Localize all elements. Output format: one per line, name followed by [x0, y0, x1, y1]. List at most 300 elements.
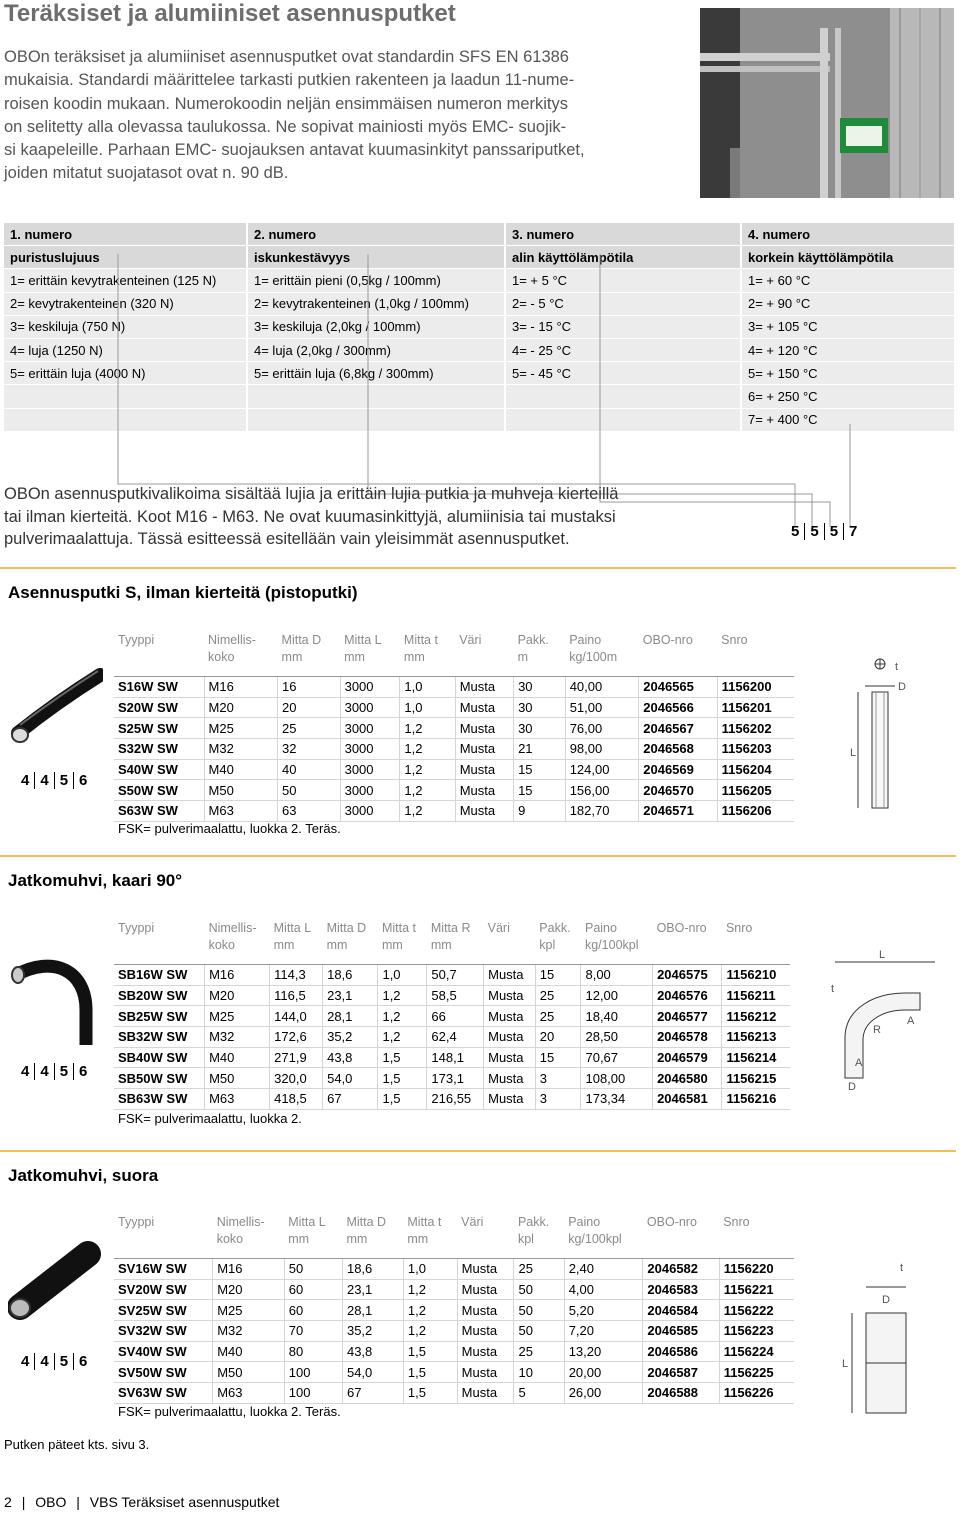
table-cell: 1156226 — [719, 1383, 794, 1404]
table-cell: 3000 — [340, 697, 400, 718]
table-cell: 5,20 — [564, 1300, 643, 1321]
code-digit: 4 — [34, 1063, 53, 1080]
column-header: Pakk. m — [517, 633, 549, 664]
table-cell: 2046579 — [653, 1047, 722, 1068]
table-cell: 50 — [278, 780, 341, 801]
table-cell: 4= - 25 °C — [505, 338, 741, 361]
table-cell: SV32W SW — [114, 1321, 213, 1342]
column-header: Mitta D mm — [281, 633, 322, 664]
table-cell: 271,9 — [270, 1047, 323, 1068]
code-digit: 4 — [34, 772, 53, 789]
table-cell: M20 — [213, 1279, 285, 1300]
intro-line: on selitetty alla olevassa taulukossa. Ne sopivat mainiosti myös EMC- suojik- — [4, 117, 567, 136]
table-cell: 67 — [323, 1089, 378, 1110]
table-cell: 1156202 — [717, 718, 794, 739]
footer-brand: OBO — [35, 1494, 67, 1510]
table-cell: 5 — [514, 1383, 564, 1404]
table-cell: 1,2 — [400, 801, 455, 822]
table-cell: 35,2 — [323, 1027, 378, 1048]
column-header: Tyyppi — [118, 1215, 155, 1229]
table-cell: 1,0 — [403, 1259, 457, 1280]
code-table-header-cell: 4. numero — [741, 223, 954, 246]
code-digit: 6 — [73, 1063, 92, 1080]
section-heading: Asennusputki S, ilman kierteitä (pistoputki) — [8, 583, 358, 602]
table-row — [114, 697, 794, 718]
page-title: Teräksiset ja alumiiniset asennusputket — [4, 0, 456, 27]
table-row — [114, 677, 794, 698]
column-header: OBO-nro — [642, 633, 693, 647]
table-cell: 12,00 — [581, 985, 653, 1006]
table-cell: 2= kevytrakenteinen (1,0kg / 100mm) — [247, 292, 505, 315]
table-cell: 20 — [535, 1027, 581, 1048]
dim-label: D — [882, 1294, 890, 1306]
dim-label: L — [850, 747, 857, 759]
code-digit: 5 — [824, 523, 843, 540]
product-table — [114, 1212, 794, 1404]
column-header: Paino kg/100kpl — [568, 1215, 622, 1246]
column-header: Väri — [459, 633, 482, 647]
table-cell: 70,67 — [581, 1047, 653, 1068]
table-cell: 1156216 — [722, 1089, 790, 1110]
table-cell: SV20W SW — [114, 1279, 213, 1300]
table-cell: 1,2 — [378, 1027, 427, 1048]
table-cell: 173,34 — [581, 1089, 653, 1110]
table-cell: 28,1 — [323, 1006, 378, 1027]
intro-line: mukaisia. Standardi määrittelee tarkasti putkien rakenteen ja laadun 11-nume- — [4, 71, 575, 90]
table-cell: M50 — [213, 1362, 285, 1383]
table-cell: 216,55 — [427, 1089, 484, 1110]
table-cell: 3= keskiluja (2,0kg / 100mm) — [247, 315, 505, 338]
table-cell: 26,00 — [564, 1383, 643, 1404]
table-row — [114, 1279, 794, 1300]
table-row — [114, 1027, 790, 1048]
product-table-header-row — [114, 918, 790, 965]
table-cell: S25W SW — [114, 718, 204, 739]
table-cell: 2046569 — [639, 759, 717, 780]
table-cell: S40W SW — [114, 759, 204, 780]
table-cell: 1156212 — [722, 1006, 790, 1027]
table-cell: 1= erittäin pieni (0,5kg / 100mm) — [247, 269, 505, 292]
product-table-header-row — [114, 630, 794, 677]
table-cell: 1,2 — [400, 718, 455, 739]
table-cell: S16W SW — [114, 677, 204, 698]
table-cell: 3000 — [340, 718, 400, 739]
table-cell: Musta — [457, 1279, 514, 1300]
table-cell: 3 — [535, 1068, 581, 1089]
table-cell: 1156203 — [717, 739, 794, 760]
table-cell: 66 — [427, 1006, 484, 1027]
table-note: FSK= pulverimaalattu, luokka 2. Teräs. — [118, 821, 341, 836]
table-cell: 16 — [278, 677, 341, 698]
table-cell: 148,1 — [427, 1047, 484, 1068]
table-cell: 1156214 — [722, 1047, 790, 1068]
table-cell: 116,5 — [270, 985, 323, 1006]
table-cell: 2046567 — [639, 718, 717, 739]
table-cell: 21 — [514, 739, 566, 760]
table-cell: 1,2 — [400, 739, 455, 760]
intro-line: joiden mitatut suojatasot ovat n. 90 dB. — [4, 164, 289, 183]
table-row — [114, 1259, 794, 1280]
table-cell: 2046581 — [653, 1089, 722, 1110]
table-row — [114, 759, 794, 780]
column-header: Pakk. kpl — [517, 1215, 550, 1246]
table-cell: 2046586 — [643, 1341, 719, 1362]
table-row — [114, 1089, 790, 1110]
column-header: Mitta R mm — [430, 921, 471, 952]
table-cell: 182,70 — [565, 801, 639, 822]
table-cell: M16 — [213, 1259, 285, 1280]
table-cell: 1,5 — [378, 1089, 427, 1110]
table-cell: 50 — [514, 1300, 564, 1321]
code-digit: 6 — [73, 772, 92, 789]
table-cell: S50W SW — [114, 780, 204, 801]
table-cell: 1156215 — [722, 1068, 790, 1089]
page-footer: 2 | OBO | VBS Teräksiset asennusputket — [4, 1494, 280, 1510]
table-cell: 1,2 — [403, 1300, 457, 1321]
table-cell: 30 — [514, 697, 566, 718]
table-cell: M40 — [213, 1341, 285, 1362]
table-cell: 4= + 120 °C — [741, 338, 954, 361]
table-cell: Musta — [457, 1362, 514, 1383]
table-cell: 1,2 — [400, 759, 455, 780]
code-table-subheader-cell: iskunkestävyys — [247, 246, 505, 269]
page-number: 2 — [4, 1494, 12, 1510]
coupling-product-image — [8, 1232, 103, 1332]
column-header: Väri — [487, 921, 510, 935]
table-cell: 43,8 — [342, 1341, 403, 1362]
table-cell: M40 — [205, 1047, 270, 1068]
table-cell: 10 — [514, 1362, 564, 1383]
table-cell: 3= - 15 °C — [505, 315, 741, 338]
table-cell: S32W SW — [114, 739, 204, 760]
table-cell: 6= + 250 °C — [741, 385, 954, 408]
table-cell: 172,6 — [270, 1027, 323, 1048]
footer-doc-title: VBS Teräksiset asennusputket — [89, 1494, 280, 1510]
code-table-subheader-cell: korkein käyttölämpötila — [741, 246, 954, 269]
table-cell: Musta — [484, 985, 536, 1006]
code-table-header-cell: 1. numero — [4, 223, 247, 246]
section-rule — [0, 855, 956, 857]
column-header: Mitta t mm — [381, 921, 417, 952]
table-cell: 2= kevytrakenteinen (320 N) — [4, 292, 247, 315]
table-cell: 50,7 — [427, 965, 484, 986]
table-cell: 320,0 — [270, 1068, 323, 1089]
pipe-dimension-drawing — [820, 650, 930, 820]
table-cell: 5= + 150 °C — [741, 362, 954, 385]
dim-label: L — [879, 949, 886, 961]
table-cell: 3000 — [340, 739, 400, 760]
table-cell: 15 — [514, 759, 566, 780]
table-cell: 2= + 90 °C — [741, 292, 954, 315]
column-header: Nimellis- koko — [208, 921, 257, 952]
table-cell: M32 — [213, 1321, 285, 1342]
table-cell: 2046578 — [653, 1027, 722, 1048]
table-cell: 18,6 — [342, 1259, 403, 1280]
table-cell: 108,00 — [581, 1068, 653, 1089]
table-cell: 32 — [278, 739, 341, 760]
table-cell: SB16W SW — [114, 965, 205, 986]
intro-line: si kaapeleille. Parhaan EMC- suojauksen antavat kuumasinkityt panssariputket, — [4, 141, 585, 160]
table-cell: 2046570 — [639, 780, 717, 801]
table-cell: 18,40 — [581, 1006, 653, 1027]
table-cell: 76,00 — [565, 718, 639, 739]
table-cell: 60 — [284, 1279, 342, 1300]
table-cell: 30 — [514, 677, 566, 698]
table-cell: 40 — [278, 759, 341, 780]
table-cell: 51,00 — [565, 697, 639, 718]
table-cell: M25 — [204, 718, 278, 739]
table-cell: Musta — [455, 780, 513, 801]
code-digit: 5 — [791, 523, 800, 540]
table-cell: 58,5 — [427, 985, 484, 1006]
table-cell: 1= + 5 °C — [505, 269, 741, 292]
code-table-header-cell: 3. numero — [505, 223, 741, 246]
table-cell: 63 — [278, 801, 341, 822]
column-header: Mitta L mm — [273, 921, 312, 952]
table-cell: SV63W SW — [114, 1383, 213, 1404]
table-cell: 3000 — [340, 759, 400, 780]
table-cell: 1156206 — [717, 801, 794, 822]
column-header: Tyyppi — [118, 633, 155, 647]
table-row — [114, 718, 794, 739]
table-cell: 2046565 — [639, 677, 717, 698]
coupling-dimension-drawing — [830, 1255, 940, 1425]
table-cell: Musta — [484, 1089, 536, 1110]
table-cell: 1,5 — [403, 1362, 457, 1383]
table-cell: 3000 — [340, 801, 400, 822]
table-cell: 70 — [284, 1321, 342, 1342]
table-cell: 60 — [284, 1300, 342, 1321]
range-paragraph — [4, 483, 724, 551]
code-table-header-cell: 2. numero — [247, 223, 505, 246]
table-row — [114, 1383, 794, 1404]
dim-label: t — [895, 661, 899, 673]
table-row — [114, 739, 794, 760]
table-cell: 1156220 — [719, 1259, 794, 1280]
installation-photo-drawing — [700, 8, 954, 198]
table-row — [114, 780, 794, 801]
table-cell: 67 — [342, 1383, 403, 1404]
pipe-product-image — [8, 665, 103, 755]
table-row — [114, 1006, 790, 1027]
table-cell: 1,2 — [403, 1279, 457, 1300]
intro-line: roisen koodin mukaan. Numerokoodin neljän ensimmäisen numeron merkitys — [4, 94, 569, 113]
table-cell: 2046575 — [653, 965, 722, 986]
table-cell: 2046571 — [639, 801, 717, 822]
dim-label: D — [848, 1081, 856, 1093]
section-heading: Jatkomuhvi, kaari 90° — [8, 871, 183, 890]
table-cell: 25 — [535, 1006, 581, 1027]
installation-photo — [700, 8, 954, 198]
table-cell: M16 — [205, 965, 270, 986]
table-cell: M16 — [204, 677, 278, 698]
table-cell: 5= - 45 °C — [505, 362, 741, 385]
product-table-header-row — [114, 1212, 794, 1259]
table-cell: M20 — [205, 985, 270, 1006]
table-cell: 1156213 — [722, 1027, 790, 1048]
table-cell: Musta — [484, 965, 536, 986]
table-cell: M25 — [205, 1006, 270, 1027]
table-cell: 28,50 — [581, 1027, 653, 1048]
section-heading: Jatkomuhvi, suora — [8, 1166, 159, 1185]
table-cell: 5= erittäin luja (6,8kg / 300mm) — [247, 362, 505, 385]
table-cell: 20,00 — [564, 1362, 643, 1383]
table-cell: 2046584 — [643, 1300, 719, 1321]
product-code — [16, 1063, 92, 1080]
table-cell: 62,4 — [427, 1027, 484, 1048]
table-cell: 50 — [514, 1321, 564, 1342]
table-cell: Musta — [455, 801, 513, 822]
table-note: FSK= pulverimaalattu, luokka 2. Teräs. — [118, 1404, 341, 1419]
table-cell: 114,3 — [270, 965, 323, 986]
table-cell: 28,1 — [342, 1300, 403, 1321]
table-cell: Musta — [457, 1259, 514, 1280]
column-header: Snro — [721, 633, 748, 647]
product-table — [114, 630, 794, 822]
table-cell: S63W SW — [114, 801, 204, 822]
table-cell: 1,0 — [378, 965, 427, 986]
table-cell: M32 — [205, 1027, 270, 1048]
range-line: tai ilman kierteitä. Koot M16 - M63. Ne ovat kuumasinkittyjä, alumiinisia tai mustaksi — [4, 507, 616, 526]
code-digit: 5 — [54, 1353, 73, 1370]
table-cell: 156,00 — [565, 780, 639, 801]
code-digit: 4 — [34, 1353, 53, 1370]
table-cell: 2046583 — [643, 1279, 719, 1300]
table-cell: 1,0 — [400, 697, 455, 718]
table-row — [114, 985, 790, 1006]
table-cell: 2046582 — [643, 1259, 719, 1280]
table-cell: 1156225 — [719, 1362, 794, 1383]
table-cell: 144,0 — [270, 1006, 323, 1027]
table-cell: 9 — [514, 801, 566, 822]
table-cell: 1,5 — [403, 1341, 457, 1362]
table-cell: 50 — [284, 1259, 342, 1280]
code-digit: 5 — [54, 772, 73, 789]
table-cell: 2046587 — [643, 1362, 719, 1383]
table-cell: Musta — [455, 739, 513, 760]
table-cell: 1,2 — [403, 1321, 457, 1342]
table-cell: 2046577 — [653, 1006, 722, 1027]
table-cell: 2046580 — [653, 1068, 722, 1089]
dim-label: D — [898, 681, 906, 693]
code-digit: 7 — [843, 523, 862, 540]
table-row — [114, 1300, 794, 1321]
table-cell: SB50W SW — [114, 1068, 205, 1089]
table-cell: Musta — [455, 697, 513, 718]
code-digit: 4 — [21, 1063, 30, 1080]
table-cell: 4= luja (2,0kg / 300mm) — [247, 338, 505, 361]
table-cell: M63 — [205, 1089, 270, 1110]
column-header: Mitta L mm — [288, 1215, 326, 1246]
table-cell: 3= + 105 °C — [741, 315, 954, 338]
code-table-header-row — [4, 223, 954, 246]
table-cell: M25 — [213, 1300, 285, 1321]
code-table-subheader-cell: alin käyttölämpötila — [505, 246, 741, 269]
table-cell: Musta — [455, 759, 513, 780]
table-cell: 1156224 — [719, 1341, 794, 1362]
table-cell: Musta — [457, 1321, 514, 1342]
section-rule — [0, 1150, 956, 1152]
table-cell: 2046568 — [639, 739, 717, 760]
table-cell: 1156205 — [717, 780, 794, 801]
table-cell: 1156223 — [719, 1321, 794, 1342]
table-cell: 1= erittäin kevytrakenteinen (125 N) — [4, 269, 247, 292]
table-cell: SB40W SW — [114, 1047, 205, 1068]
table-cell: 3000 — [340, 780, 400, 801]
code-digit: 6 — [73, 1353, 92, 1370]
table-cell: 54,0 — [323, 1068, 378, 1089]
table-cell: 4= luja (1250 N) — [4, 338, 247, 361]
table-cell: 100 — [284, 1362, 342, 1383]
code-table-subheader-cell: puristuslujuus — [4, 246, 247, 269]
table-cell: 1,5 — [378, 1068, 427, 1089]
table-row — [114, 965, 790, 986]
column-header: Paino kg/100kpl — [584, 921, 639, 952]
table-cell: SV25W SW — [114, 1300, 213, 1321]
table-cell: 98,00 — [565, 739, 639, 760]
table-cell: SV40W SW — [114, 1341, 213, 1362]
table-cell: M20 — [204, 697, 278, 718]
table-cell: 2046566 — [639, 697, 717, 718]
dim-label: R — [873, 1024, 881, 1036]
table-cell: 50 — [514, 1279, 564, 1300]
table-cell: 23,1 — [323, 985, 378, 1006]
column-header: Pakk. kpl — [539, 921, 571, 952]
table-row — [114, 1362, 794, 1383]
column-header: Tyyppi — [118, 921, 155, 935]
column-header: Mitta t mm — [407, 1215, 442, 1246]
table-cell: 3= keskiluja (750 N) — [4, 315, 247, 338]
table-cell: 100 — [284, 1383, 342, 1404]
table-cell: Musta — [457, 1383, 514, 1404]
table-cell: 418,5 — [270, 1089, 323, 1110]
table-cell: 1156221 — [719, 1279, 794, 1300]
table-note: FSK= pulverimaalattu, luokka 2. — [118, 1111, 302, 1126]
table-cell: 3000 — [340, 677, 400, 698]
table-cell: 1= + 60 °C — [741, 269, 954, 292]
table-cell: 1,5 — [378, 1047, 427, 1068]
table-cell: 15 — [535, 1047, 581, 1068]
table-cell: 3 — [535, 1089, 581, 1110]
table-cell: 30 — [514, 718, 566, 739]
table-cell: SB63W SW — [114, 1089, 205, 1110]
table-cell: S20W SW — [114, 697, 204, 718]
table-cell: 1156210 — [722, 965, 790, 986]
table-cell: SB25W SW — [114, 1006, 205, 1027]
code-digit: 5 — [54, 1063, 73, 1080]
column-header: Mitta D mm — [346, 1215, 387, 1246]
table-cell: 25 — [535, 985, 581, 1006]
table-cell: M40 — [204, 759, 278, 780]
code-digit: 4 — [21, 772, 30, 789]
table-cell: M63 — [204, 801, 278, 822]
bend-dimension-drawing — [815, 948, 955, 1098]
table-row — [114, 1321, 794, 1342]
dim-label: A — [907, 1015, 915, 1027]
table-cell: Musta — [457, 1341, 514, 1362]
table-cell: 1,2 — [400, 780, 455, 801]
column-header: OBO-nro — [646, 1215, 697, 1229]
column-header: Snro — [725, 921, 753, 935]
table-cell: M50 — [205, 1068, 270, 1089]
table-cell: 1156204 — [717, 759, 794, 780]
table-cell: 1,5 — [403, 1383, 457, 1404]
column-header: Mitta t mm — [403, 633, 438, 664]
table-cell: 7,20 — [564, 1321, 643, 1342]
table-cell: 1,2 — [378, 985, 427, 1006]
table-cell: 13,20 — [564, 1341, 643, 1362]
table-cell: 2= - 5 °C — [505, 292, 741, 315]
